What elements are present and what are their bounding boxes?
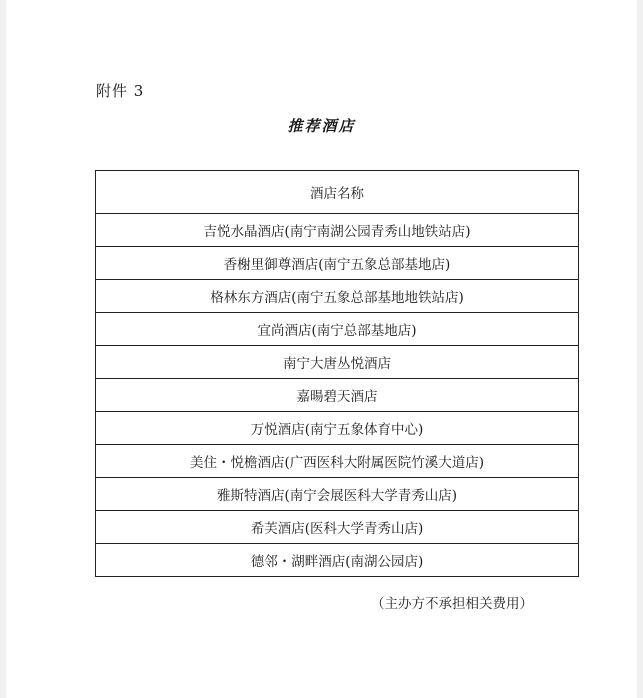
hotel-name-cell: 万悦酒店(南宁五象体育中心) [96, 412, 579, 445]
table-row [96, 379, 579, 412]
table-row [96, 445, 579, 478]
table-row [96, 247, 579, 280]
table-row [96, 511, 579, 544]
hotel-name-cell: 香榭里御尊酒店(南宁五象总部基地店) [96, 247, 579, 280]
hotel-name-cell: 南宁大唐丛悦酒店 [96, 346, 579, 379]
table-header-row [96, 171, 579, 214]
hotel-name-cell: 希芙酒店(医科大学青秀山店) [96, 511, 579, 544]
hotel-name-cell: 宜尚酒店(南宁总部基地店) [96, 313, 579, 346]
hotel-name-cell: 雅斯特酒店(南宁会展医科大学青秀山店) [96, 478, 579, 511]
hotel-name-cell: 嘉暘碧天酒店 [96, 379, 579, 412]
hotel-table [95, 170, 579, 577]
hotel-name-cell: 德邻・湖畔酒店(南湖公园店) [96, 544, 579, 577]
table-row [96, 280, 579, 313]
table-row [96, 412, 579, 445]
document-title: 推荐酒店 [287, 117, 356, 135]
table-header-cell: 酒店名称 [96, 171, 579, 214]
table-row [96, 544, 579, 577]
footnote: （主办方不承担相关费用） [371, 596, 533, 612]
hotel-name-cell: 吉悦水晶酒店(南宁南湖公园青秀山地铁站店) [96, 214, 579, 247]
hotel-name-cell: 美住・悦檐酒店(广西医科大附属医院竹溪大道店) [96, 445, 579, 478]
attachment-label: 附件 3 [96, 82, 145, 100]
table-row [96, 346, 579, 379]
table-row [96, 214, 579, 247]
table-row [96, 478, 579, 511]
table-row [96, 313, 579, 346]
hotel-name-cell: 格林东方酒店(南宁五象总部基地地铁站店) [96, 280, 579, 313]
